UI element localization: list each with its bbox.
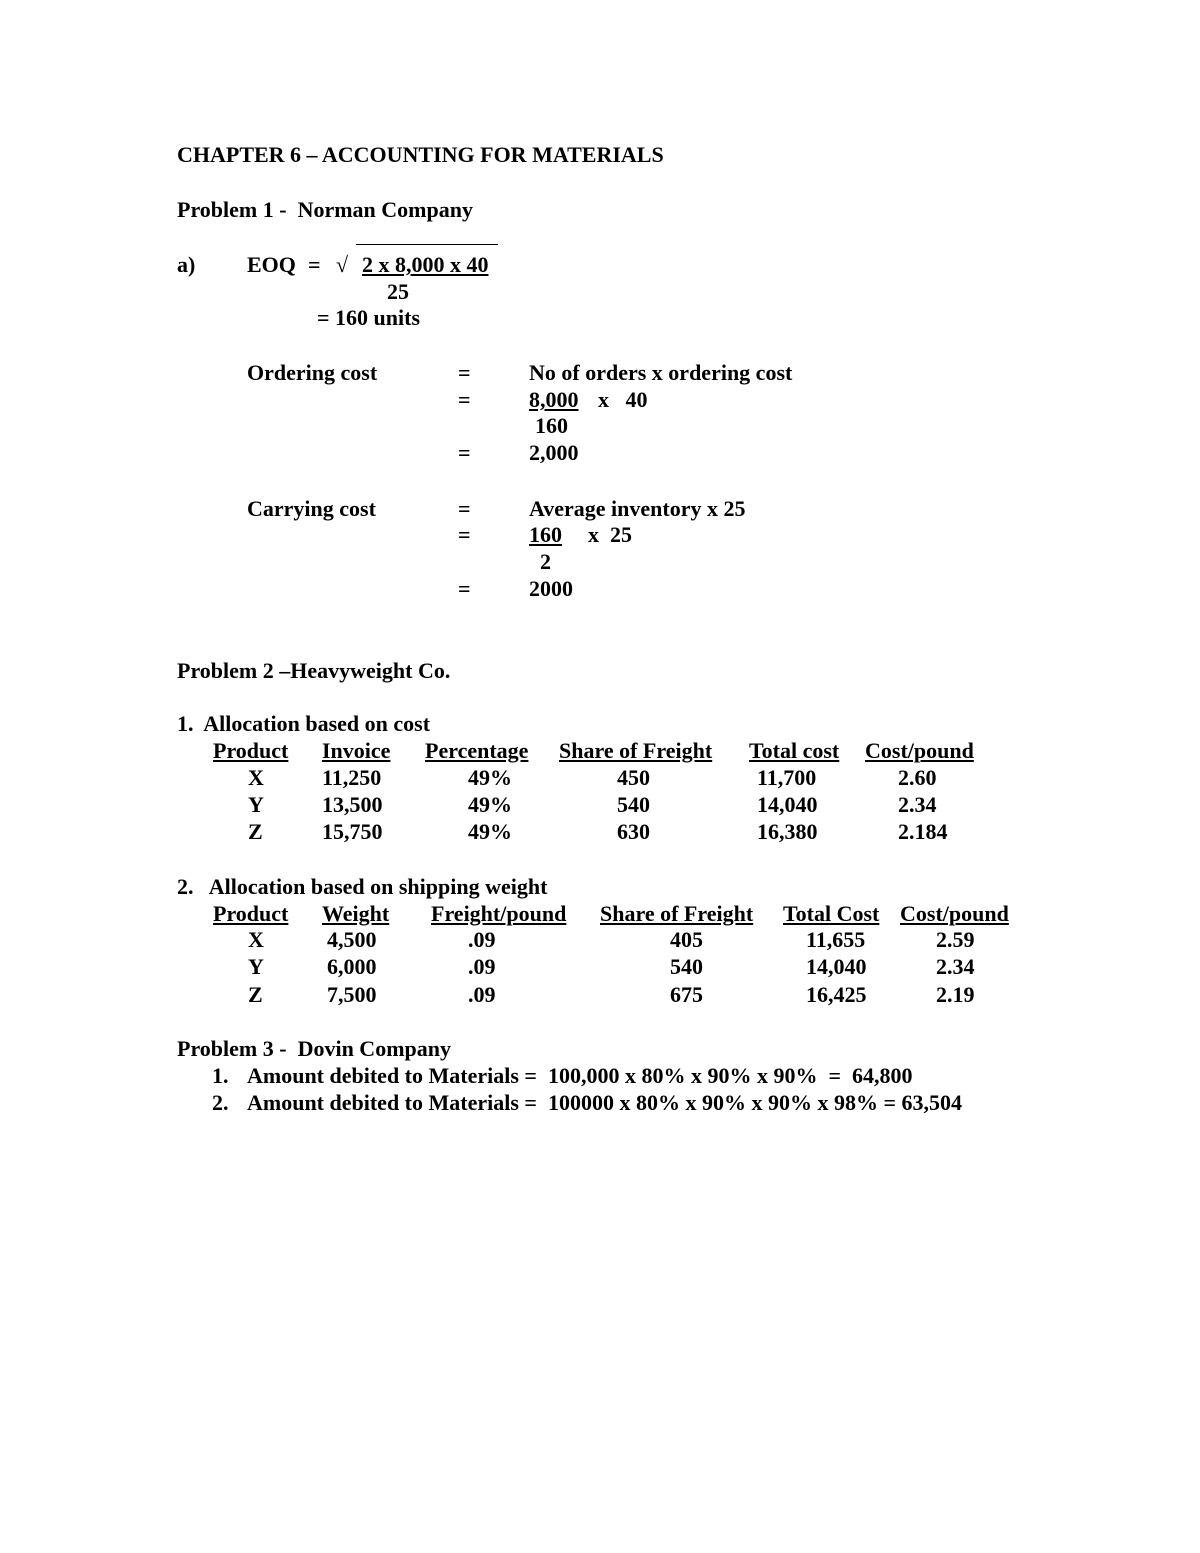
carrying-frac-mult: x 25 [588,522,632,547]
ordering-frac-mult: x 40 [598,387,648,412]
s1-r3-costpound: 2.184 [898,819,948,844]
s1-r2-product: Y [248,792,264,817]
s1-r3-total: 16,380 [757,819,818,844]
s2-r2-weight: 6,000 [327,954,377,979]
eoq-denominator: 25 [387,279,409,304]
problem1-heading: Problem 1 - Norman Company [177,197,473,222]
s2-r1-freightpound: .09 [468,927,496,952]
eoq-equals: = [308,252,321,277]
s1-r3-percentage: 49% [468,819,512,844]
p3-item1-num: 1. [212,1063,229,1088]
eoq-result: = 160 units [317,305,421,330]
s2-r2-total: 14,040 [806,954,867,979]
s2-header-total: Total Cost [783,901,880,926]
s1-r2-share: 540 [617,792,650,817]
s1-r2-invoice: 13,500 [322,792,383,817]
carrying-frac-den: 2 [540,549,551,574]
s2-r2-product: Y [248,954,264,979]
s1-r1-invoice: 11,250 [322,765,382,790]
eoq-label: EOQ [247,252,296,277]
s2-header-product: Product [213,901,289,926]
s2-r3-costpound: 2.19 [936,982,975,1007]
chapter-title: CHAPTER 6 – ACCOUNTING FOR MATERIALS [177,142,664,167]
s1-r3-product: Z [248,819,263,844]
s1-r1-costpound: 2.60 [898,765,937,790]
s2-r3-total: 16,425 [806,982,867,1007]
carrying-cost-label: Carrying cost [247,496,376,521]
carrying-result: 2000 [529,576,573,601]
s1-r2-percentage: 49% [468,792,512,817]
carrying-eq-3: = [458,576,471,601]
ordering-eq-3: = [458,440,471,465]
s1-r3-share: 630 [617,819,650,844]
section1-title: 1. Allocation based on cost [177,711,431,736]
s2-r3-product: Z [248,982,263,1007]
s1-r3-invoice: 15,750 [322,819,383,844]
sqrt-vinculum [356,244,498,245]
s1-r2-costpound: 2.34 [898,792,937,817]
s1-header-costpound: Cost/pound [865,738,974,763]
problem3-heading: Problem 3 - Dovin Company [177,1036,451,1061]
s1-header-percentage: Percentage [425,738,529,763]
ordering-eq-1: = [458,360,471,385]
s1-r2-total: 14,040 [757,792,818,817]
ordering-eq-2: = [458,387,471,412]
s2-r2-freightpound: .09 [468,954,496,979]
carrying-formula: Average inventory x 25 [529,496,746,521]
s1-r1-share: 450 [617,765,650,790]
s2-r2-costpound: 2.34 [936,954,975,979]
s2-header-weight: Weight [322,901,390,926]
part-a-label: a) [177,252,196,277]
s2-r1-product: X [248,927,264,952]
problem2-heading: Problem 2 –Heavyweight Co. [177,658,451,683]
s1-header-total: Total cost [749,738,840,763]
ordering-frac-den: 160 [535,413,568,438]
s2-r3-share: 675 [670,982,703,1007]
ordering-cost-label: Ordering cost [247,360,378,385]
s2-header-costpound: Cost/pound [900,901,1009,926]
s1-r1-total: 11,700 [757,765,817,790]
section2-title: 2. Allocation based on shipping weight [177,874,548,899]
p3-item2-text: Amount debited to Materials = 100000 x 80% x 90% x 90% x 98% = 63,504 [247,1090,962,1115]
p3-item1-text: Amount debited to Materials = 100,000 x 80% x 90% x 90% = 64,800 [247,1063,913,1088]
carrying-eq-1: = [458,496,471,521]
s2-header-share: Share of Freight [600,901,754,926]
s2-r1-costpound: 2.59 [936,927,975,952]
s2-r1-share: 405 [670,927,703,952]
ordering-result: 2,000 [529,440,579,465]
ordering-frac-num: 8,000 [529,387,579,412]
s2-r3-weight: 7,500 [327,982,377,1007]
s1-header-invoice: Invoice [322,738,391,763]
ordering-formula: No of orders x ordering cost [529,360,793,385]
eoq-numerator: 2 x 8,000 x 40 [362,252,489,277]
s2-r3-freightpound: .09 [468,982,496,1007]
s2-header-freightpound: Freight/pound [431,901,567,926]
carrying-eq-2: = [458,522,471,547]
carrying-frac-num: 160 [529,522,562,547]
s1-r1-percentage: 49% [468,765,512,790]
sqrt-symbol: √ [336,252,349,277]
s2-r1-total: 11,655 [806,927,866,952]
s2-r1-weight: 4,500 [327,927,377,952]
s1-header-product: Product [213,738,289,763]
p3-item2-num: 2. [212,1090,229,1115]
s1-r1-product: X [248,765,264,790]
s1-header-share: Share of Freight [559,738,713,763]
s2-r2-share: 540 [670,954,703,979]
